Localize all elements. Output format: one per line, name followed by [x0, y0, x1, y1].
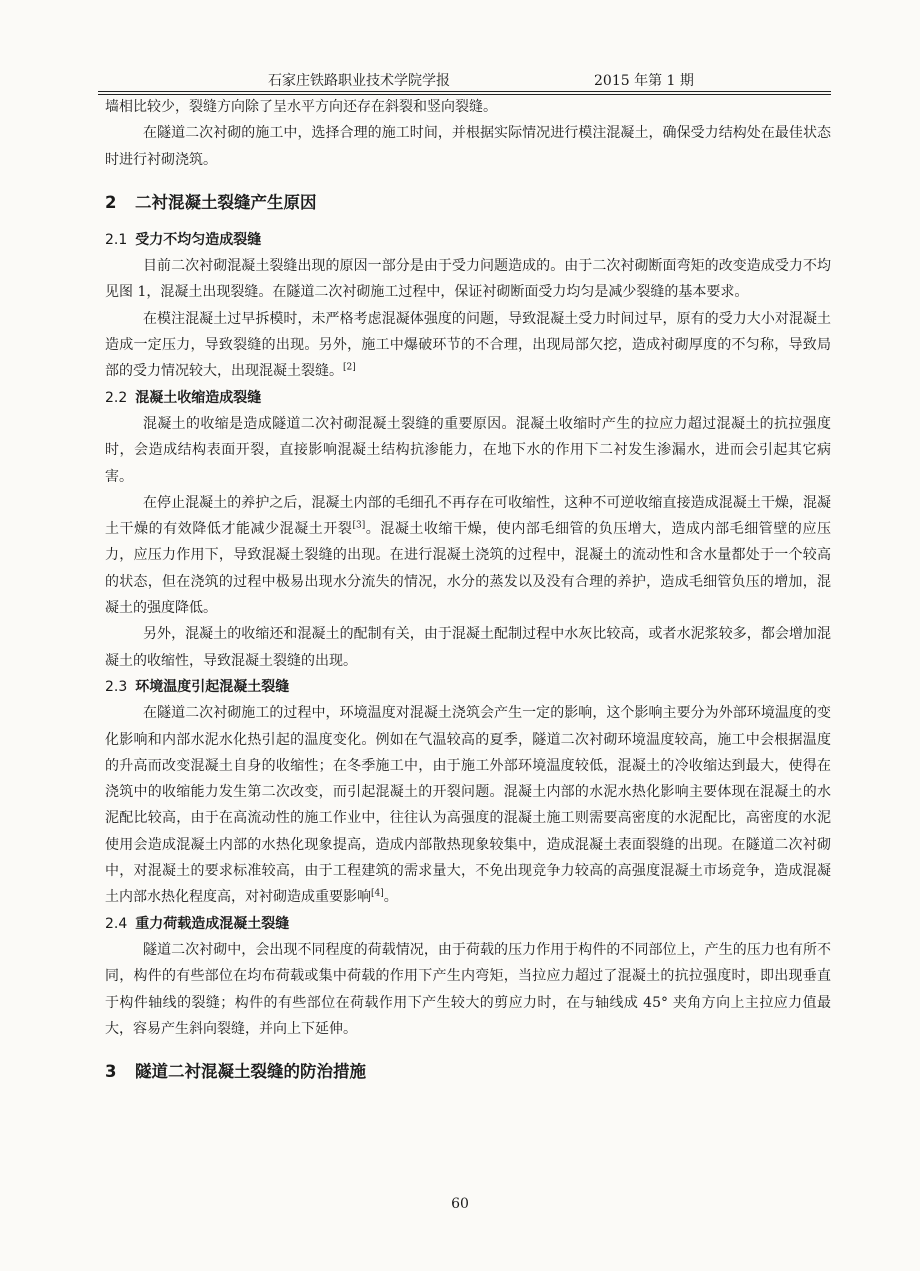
header-rule [98, 91, 831, 92]
page-number: 60 [451, 1196, 469, 1212]
citation: [3] [352, 520, 366, 531]
paragraph-text: 。混凝土收缩干燥，使内部毛细管的负压增大，造成内部毛细管壁的应压力，应压力作用下，导致混凝土裂缝的出现。在进行混凝土浇筑的过程中，混凝土的流动性和含水量都处于一个较高的状态，但在浇筑的过程中极易出现水分流失的情况，水分的蒸发以及没有合理的养护，造成毛细管负压的增加，混凝土的强度降低。 [105, 521, 831, 617]
running-header [98, 70, 831, 92]
article-body [105, 94, 831, 1096]
paragraph-text: 。 [383, 889, 398, 906]
subsection-heading [105, 911, 831, 937]
paragraph-text: 在隧道二次衬砌施工的过程中，环境温度对混凝土浇筑会产生一定的影响，这个影响主要分为外部环境温度的变化影响和内部水泥水化热引起的温度变化。例如在气温较高的夏季，隧道二次衬砌环境温度较高，施工中会根据温度的升高而改变混凝土自身的收缩性；在冬季施工中，由于施工外部环境温度较低，混凝土的冷收缩达到最大，使得在浇筑中的收缩能力发生第二次改变，而引起混凝土的开裂问题。混凝土内部的水泥水热化影响主要体现在混凝土的水泥配比较高，由于在高流动性的施工作业中，往往认为高强度的混凝土施工则需要高密度的水泥配比，高密度的水泥使用会造成混凝土内部的水热化现象提高，造成内部散热现象较集中，造成混凝土表面裂缝的出现。在隧道二次衬砌中，对混凝土的要求标准较高，由于工程建筑的需求量大，不免出现竞争力较高的高强度混凝土市场竞争，造成混凝土内部水热化程度高，对衬砌造成重要影响 [105, 705, 831, 906]
subsection-number: 2.2 [105, 389, 128, 406]
section-number: 2 [105, 192, 117, 212]
paragraph [105, 490, 831, 621]
subsection-heading [105, 385, 831, 411]
section-title: 二衬混凝土裂缝产生原因 [135, 192, 317, 212]
paragraph [105, 306, 831, 385]
section-title: 隧道二衬混凝土裂缝的防治措施 [135, 1062, 366, 1082]
paragraph: 另外，混凝土的收缩还和混凝土的配制有关，由于混凝土配制过程中水灰比较高，或者水泥浆较多，都会增加混凝土的收缩性，导致混凝土裂缝的出现。 [105, 626, 831, 669]
subsection-heading [105, 674, 831, 700]
paragraph: 墙相比较少，裂缝方向除了呈水平方向还存在斜裂和竖向裂缝。 [105, 99, 497, 115]
section-heading [105, 191, 831, 215]
issue-info: 2015 年第 1 期 [594, 73, 694, 89]
subsection-number: 2.3 [105, 678, 128, 695]
journal-title: 石家庄铁路职业技术学院学报 [268, 73, 450, 89]
paragraph: 混凝土的收缩是造成隧道二次衬砌混凝土裂缝的重要原因。混凝土收缩时产生的拉应力超过混凝土的抗拉强度时，会造成结构表面开裂，直接影响混凝土结构抗渗能力，在地下水的作用下二衬发生渗漏水，进而会引起其它病害。 [105, 415, 831, 485]
citation: [4] [371, 888, 384, 899]
paragraph [105, 700, 831, 910]
section-heading [105, 1060, 831, 1084]
paragraph: 目前二次衬砌混凝土裂缝出现的原因一部分是由于受力问题造成的。由于二次衬砌断面弯矩的改变造成受力不均见图 1，混凝土出现裂缝。在隧道二次衬砌施工过程中，保证衬砌断面受力均匀是减少裂缝的基本要求。 [105, 258, 831, 301]
paragraph: 隧道二次衬砌中，会出现不同程度的荷载情况，由于荷载的压力作用于构件的不同部位上，产生的压力也有所不同，构件的有些部位在均布荷载或集中荷载的作用下产生内弯矩，当拉应力超过了混凝土的抗拉强度时，即出现垂直于构件轴线的裂缝；构件的有些部位在荷载作用下产生较大的剪应力时，在与轴线成 45° 夹角方向上主拉应力值最大，容易产生斜向裂缝，并向上下延伸。 [105, 941, 831, 1037]
subsection-title: 混凝土收缩造成裂缝 [135, 389, 262, 406]
subsection-heading [105, 227, 831, 253]
subsection-number: 2.4 [105, 915, 128, 932]
paragraph-text: 在模注混凝土过早拆模时，未严格考虑混凝体强度的问题，导致混凝土受力时间过早，原有的受力大小对混凝土造成一定压力，导致裂缝的出现。另外，施工中爆破环节的不合理，出现局部欠挖，造成衬砌厚度的不匀称，导致局部的受力情况较大，出现混凝土裂缝。 [105, 310, 831, 380]
subsection-title: 重力荷载造成混凝土裂缝 [135, 915, 290, 932]
subsection-title: 环境温度引起混凝土裂缝 [135, 678, 290, 695]
paragraph-text: 在停止混凝土的养护之后，混凝土内部的毛细孔不再存在可收缩性，这种不可逆收缩直接造成混凝土干燥，混凝土干燥的有效降低才能减少混凝土开裂 [105, 494, 831, 538]
paragraph: 在隧道二次衬砌的施工中，选择合理的施工时间，并根据实际情况进行模注混凝土，确保受力结构处在最佳状态时进行衬砌浇筑。 [105, 125, 831, 168]
subsection-title: 受力不均匀造成裂缝 [135, 231, 262, 248]
subsection-number: 2.1 [105, 231, 128, 248]
section-number: 3 [105, 1062, 117, 1082]
citation: [2] [343, 362, 356, 373]
